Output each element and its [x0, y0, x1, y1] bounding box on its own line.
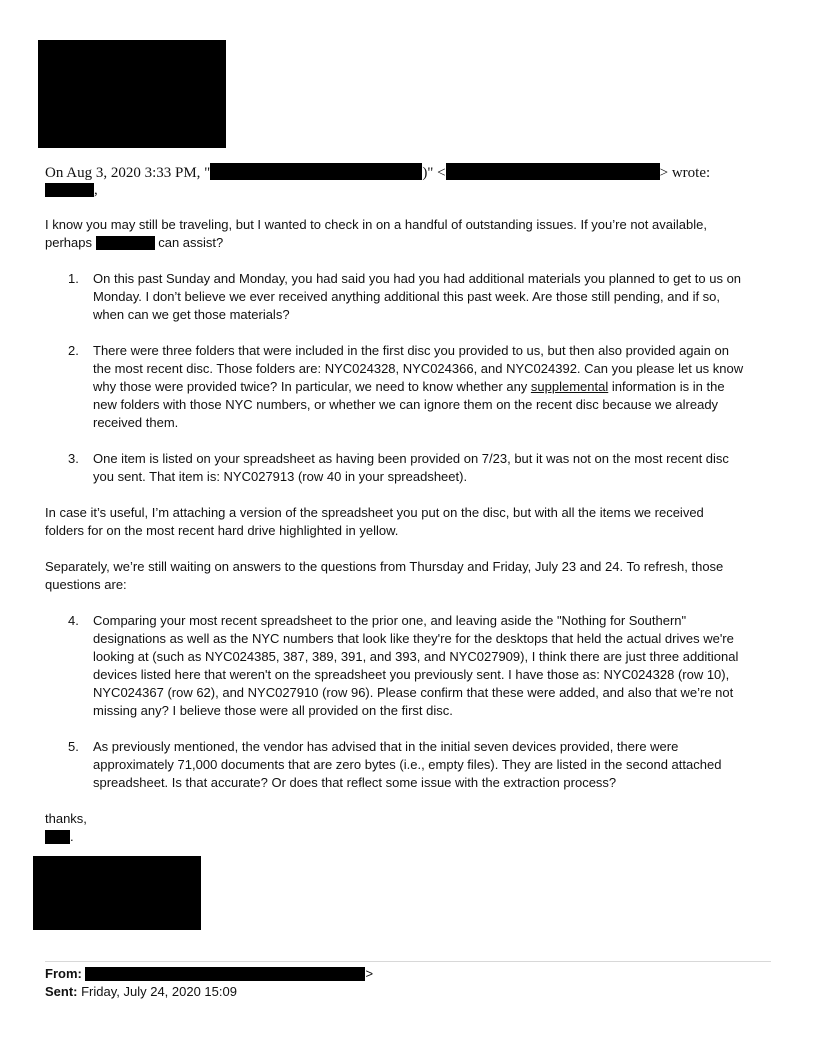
list-line: the most recent disc. Those folders are: NYC024328, NYC024366, and NYC024392. Can you please let us know [93, 361, 744, 376]
list-line: new folders with those NYC numbers, or whether we can ignore them on the recent disc because we already [93, 397, 719, 412]
paragraph-3-line-2: questions are: [45, 577, 127, 592]
list-line: designations as well as the NYC numbers that look like they're for the desktops that held the actual drives we're [93, 631, 734, 646]
list-line: received them. [93, 415, 179, 430]
list-line: On this past Sunday and Monday, you had said you had you had additional materials you planned to get to us on [93, 271, 742, 286]
list-line: approximately 71,000 documents that are zero bytes (i.e., empty files). They are listed in the second attached [93, 757, 722, 772]
sent-value: Friday, July 24, 2020 15:09 [77, 984, 237, 999]
paragraph-1-line-1: I know you may still be traveling, but I wanted to check in on a handful of outstanding issues. If you’re not available, [45, 217, 707, 232]
list-line: Monday. I don’t believe we ever received anything additional this past week. Are those still pending, and if so, [93, 289, 721, 304]
list-item-2 [68, 342, 768, 432]
list-line: NYC024367 (row 62), and NYC027910 (row 96). Please confirm that these were added, and also that we’re not [93, 685, 734, 700]
sent-line [45, 983, 237, 1001]
salutation-suffix: , [94, 182, 98, 198]
paragraph-2-line-1: In case it’s useful, I’m attaching a version of the spreadsheet you put on the disc, but with all the items we received [45, 505, 704, 520]
list-item-3 [68, 450, 768, 486]
closing-signature [45, 828, 74, 846]
p1-suffix: can assist? [158, 235, 224, 250]
sent-label: Sent: [45, 984, 78, 999]
list-line: looking at (such as NYC024385, 387, 389, 391, and 393, and NYC027909), I think there are just three additional [93, 649, 739, 664]
divider-line [45, 961, 771, 962]
from-label: From: [45, 966, 82, 981]
redacted-recipient-name [45, 183, 94, 197]
redacted-signer-initials [45, 830, 70, 844]
numbered-list-second [68, 612, 768, 792]
closing-line: thanks, [45, 811, 87, 826]
list-item-1 [68, 270, 768, 324]
redacted-from-address [85, 967, 365, 981]
list-item-5 [68, 738, 768, 792]
closing-suffix: . [70, 829, 74, 844]
list-number: 3. [68, 451, 79, 466]
redacted-colleague-name [96, 236, 155, 250]
list-line: As previously mentioned, the vendor has advised that in the initial seven devices provided, there were [93, 739, 679, 754]
intro-suffix: > wrote: [659, 165, 711, 181]
paragraph-2-line-2: folders for on the most recent hard drive highlighted in yellow. [45, 523, 399, 538]
paragraph-1-line-2 [45, 234, 223, 252]
list-number: 2. [68, 343, 79, 358]
list-line: One item is listed on your spreadsheet as having been provided on 7/23, but it was not on the most recent disc [93, 451, 729, 466]
numbered-list-first [68, 270, 768, 486]
list-line: you sent. That item is: NYC027913 (row 40 in your spreadsheet). [93, 469, 468, 484]
intro-prefix: On Aug 3, 2020 3:33 PM, " [45, 165, 211, 181]
from-suffix: > [365, 966, 374, 981]
from-line [45, 965, 373, 983]
list-line: There were three folders that were included in the first disc you provided to us, but then also provided again on [93, 343, 729, 358]
email-intro-line [45, 163, 710, 182]
list-item-4 [68, 612, 768, 720]
paragraph-3-line-1: Separately, we’re still waiting on answers to the questions from Thursday and Friday, July 23 and 24. To refresh, those [45, 559, 724, 574]
redacted-sender-email [446, 163, 660, 180]
list-line: spreadsheet. Is that accurate? Or does that reflect some issue with the extraction process? [93, 775, 617, 790]
redacted-signature-block [33, 856, 201, 930]
list-line: when can we get those materials? [93, 307, 290, 322]
p1-prefix: perhaps [45, 235, 92, 250]
redacted-sender-name [210, 163, 422, 180]
list-number: 4. [68, 613, 79, 628]
intro-mid: )" < [422, 165, 446, 181]
underlined-word: supplemental [530, 379, 609, 394]
salutation-line [45, 181, 98, 199]
list-line: missing any? I believe those were all provided on the first disc. [93, 703, 453, 718]
list-number: 1. [68, 271, 79, 286]
list-line-part: why those were provided twice? In particular, we need to know whether any [93, 379, 531, 394]
list-line-part: information is in the [608, 379, 725, 394]
list-line: devices listed here that weren't on the spreadsheet you previously sent. I have those as: NYC024328 (row 10), [93, 667, 730, 682]
list-line: Comparing your most recent spreadsheet to the prior one, and leaving aside the "Nothing for Southern" [93, 613, 687, 628]
list-number: 5. [68, 739, 79, 754]
list-line [93, 378, 768, 396]
redacted-letterhead [38, 40, 226, 148]
